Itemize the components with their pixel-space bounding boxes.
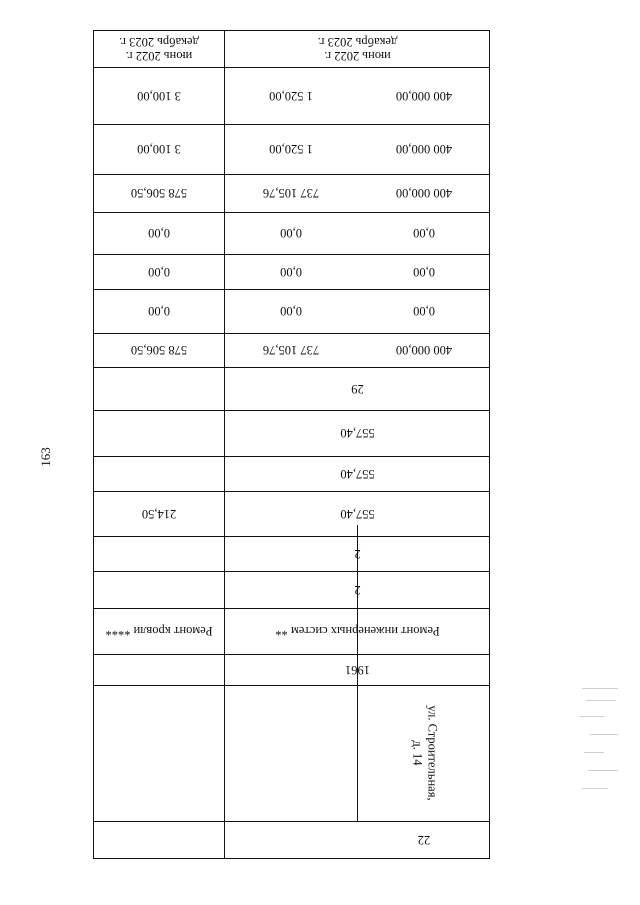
row1-b: 1 520,00 bbox=[269, 142, 313, 157]
row6-c: 578 506,50 bbox=[130, 343, 188, 358]
row2-a: 400 000,00 bbox=[395, 186, 453, 201]
address-cell bbox=[358, 686, 490, 821]
area-cell-1-right: 214,50 bbox=[141, 507, 177, 521]
entrances-cell: 2 bbox=[354, 547, 361, 561]
page-number: 163 bbox=[38, 447, 53, 467]
row2-c: 578 506,50 bbox=[130, 186, 188, 201]
row0-a: 400 000,00 bbox=[395, 89, 453, 103]
floors-cell: 2 bbox=[354, 583, 361, 597]
header-period-left: июнь 2022 г. декабрь 2023 г. bbox=[317, 35, 398, 63]
address-text: ул. Строительная, д. 14 bbox=[410, 705, 440, 802]
row3-b: 0,00 bbox=[280, 226, 302, 241]
row4-c: 0,00 bbox=[148, 265, 170, 279]
header-period-right: июнь 2022 г. декабрь 2023 г. bbox=[119, 35, 199, 63]
row-number: 22 bbox=[417, 833, 431, 847]
row5-c: 0,00 bbox=[148, 304, 170, 319]
table-rotated-content bbox=[93, 30, 490, 859]
works-left-cell: Ремонт инженерных систем ** bbox=[275, 624, 440, 639]
row0-b: 1 520,00 bbox=[269, 89, 313, 103]
row4-a: 0,00 bbox=[413, 265, 435, 279]
row3-c: 0,00 bbox=[148, 226, 170, 241]
repair-program-table bbox=[93, 30, 490, 859]
row2-b: 737 105,76 bbox=[262, 186, 320, 201]
area-cell-2: 557,40 bbox=[340, 467, 375, 481]
residents-cell: 29 bbox=[351, 382, 364, 396]
row5-b: 0,00 bbox=[280, 304, 302, 319]
row1-a: 400 000,00 bbox=[395, 142, 453, 157]
row4-b: 0,00 bbox=[280, 265, 302, 279]
area-cell-1: 557,40 bbox=[340, 507, 375, 521]
row6-a: 400 000,00 bbox=[395, 343, 453, 358]
row6-b: 737 105,76 bbox=[262, 343, 320, 358]
row3-a: 0,00 bbox=[413, 226, 435, 241]
scan-artifact bbox=[578, 686, 622, 798]
year-cell: 1961 bbox=[345, 663, 370, 677]
works-right-cell: Ремонт кровли **** bbox=[105, 624, 213, 639]
area-cell-3: 557,40 bbox=[340, 426, 375, 441]
row1-c: 3 100,00 bbox=[137, 142, 181, 157]
row5-a: 0,00 bbox=[413, 304, 435, 319]
row0-c: 3 100,00 bbox=[137, 89, 181, 103]
